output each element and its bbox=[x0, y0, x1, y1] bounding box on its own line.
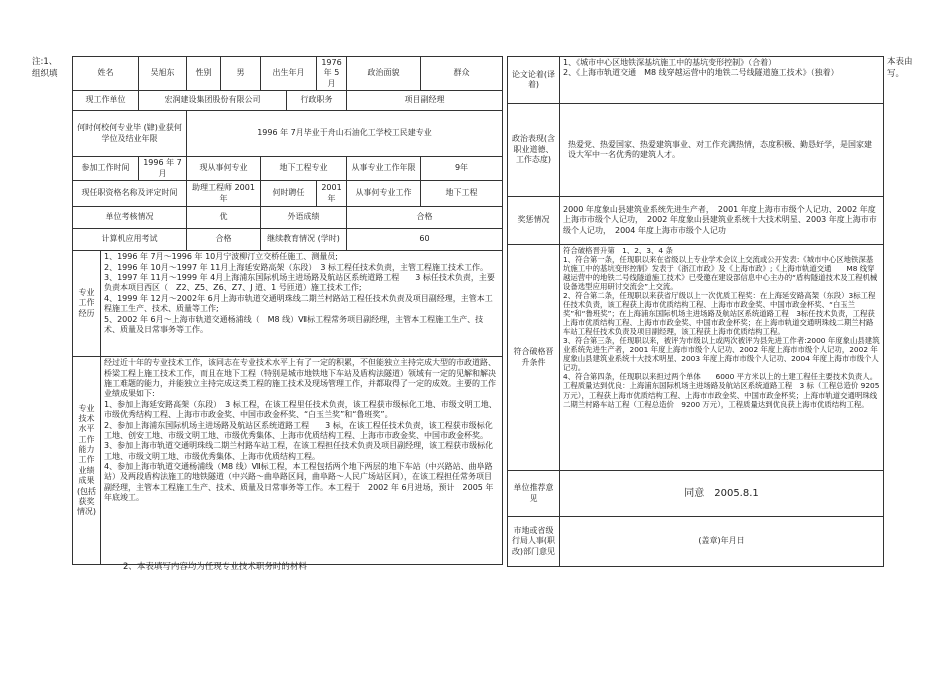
city-opinion-text: (盖章)年月日 bbox=[560, 517, 884, 567]
list-item: 3、参加上海市轨道交通明珠线二期兰村路车站工程，在该工程担任技术负责及项目副经理，该工程获市级标化工地、市级文明工地、市级优秀集体、上海市优质结构工程。 bbox=[104, 441, 494, 461]
unit-value: 宏润建设集团股份有限公司 bbox=[139, 91, 287, 111]
right-form-table bbox=[507, 56, 884, 567]
conditions-label: 符合破格晋升条件 bbox=[508, 245, 560, 471]
work-start-value: 1996 年 7月 bbox=[139, 157, 187, 181]
list-item: 5、2002 年 6月～上海市轨道交通杨浦线（ M8 线）Ⅶ标工程常务项目副经理，主管本工程施工生产、技术、质量及日常事务等工作。 bbox=[104, 314, 484, 334]
politics-value: 群众 bbox=[421, 57, 503, 91]
hire-major-label: 从事何专业工作 bbox=[347, 181, 421, 207]
left-side-note: 注:1、组织填 bbox=[32, 57, 58, 79]
city-opinion-label: 市地或省级行局人事(职改)部门意见 bbox=[508, 517, 560, 567]
major-label: 现从事何专业 bbox=[187, 157, 261, 181]
awards-text: 2000 年度象山县建筑业系统先进生产者， 2001 年度上海市市级个人记功、2002 年度上海市市级个人记功， 2002 年度象山县建筑业系统十大技术明星、2003 年度上海市市级个人记功， 2004 年度上海市市级个人记功 bbox=[560, 197, 884, 245]
conditions-list bbox=[560, 245, 884, 471]
lang-value: 合格 bbox=[347, 207, 503, 229]
experience-label: 专业工作经历 bbox=[73, 251, 101, 357]
list-item: 3、符合第三条，任现职以来，被评为市级以上或两次被评为县先进工作者:2000 年度象山县建筑业系统先进生产者，2001 年度上海市市级个人记功、2002 年度上海市市级个人记功，2002 年度象山县建筑业系统十大技术明星、2003 年度上海市市级个人记功、2004 年度上海市市级个人记功。 bbox=[563, 336, 880, 373]
list-item: 4、参加上海市轨道交通杨浦线（M8 线）Ⅶ标工程，本工程包括两个地下两层的地下车站（中兴路站、曲阜路站）及两段盾构法施工的地铁隧道（中兴路～曲阜路区间，曲阜路～人民广场站区间），在该工程担任常务项目副经理，主管本工程施工生产、技术、质量及日常事务等工作。本工程于 2002 年 6月进场，预计 2005 年年底竣工。 bbox=[104, 462, 494, 503]
list-item: 3、1997 年 11月～1999 年 4月上海浦东国际机场主进场路及航站区系统道路工程 3 标任技术负责，主要负责本项目西区（ Z2、Z5、Z6、Z7、J 道、1 号匝道）施工技术工作; bbox=[104, 272, 495, 293]
hire-label: 何时聘任 bbox=[261, 181, 317, 207]
lang-label: 外语成绩 bbox=[261, 207, 347, 229]
political-label: 政治表现(含职业道德、工作态度) bbox=[508, 104, 560, 197]
list-item: 2、参加上海浦东国际机场主进场路及航站区系统道路工程 3 标，在该工程任技术负责，该工程获市级标化工地、创安工地、市级文明工地、市级优秀集体、上海市优质结构工程、上海市市政金奖、中国市政金杯奖。 bbox=[104, 420, 493, 440]
list-item: 1、符合第一条，任现职以来在省级以上专业学术会议上交流或公开发表:《城市中心区地铁深基坑施工中的基坑变形控制》发表于《浙江市政》及《上海市政》;《上海市轨道交通 M8 线穿越运营中的地铁二号线隧道施工技术》已受邀在建设部信息中心主办的“盾构隧道技术及工程机械设备选型应用研讨交流会”上交流。 bbox=[563, 255, 878, 292]
conditions-header: 符合破格晋升第 1、2、3、4 条 bbox=[563, 246, 673, 255]
years-value: 9年 bbox=[421, 157, 503, 181]
title-label: 现任职资格名称及评定时间 bbox=[73, 181, 187, 207]
hire-major-value: 地下工程 bbox=[421, 181, 503, 207]
name-value: 吴旭东 bbox=[139, 57, 187, 91]
ability-list bbox=[101, 357, 503, 565]
list-item: 1、参加上海延安路高架（东段） 3 标工程，在该工程里任技术负责，该工程获市级标化工地、市级文明工地、市级优秀结构工程、上海市市政金奖、中国市政金杯奖、“白玉兰奖”和“鲁班奖”。 bbox=[104, 399, 497, 420]
papers-label: 论文论着(译着) bbox=[508, 57, 560, 104]
experience-list bbox=[101, 251, 503, 357]
comp-value: 合格 bbox=[187, 229, 261, 251]
gender-value: 男 bbox=[221, 57, 261, 91]
admin-label: 行政职务 bbox=[287, 91, 347, 111]
political-text: 热爱党、热爱国家、热爱建筑事业、对工作充满热情，态度积极、勤恳好学，是国家建设大军中一名优秀的建筑人才。 bbox=[560, 104, 884, 197]
work-start-label: 参加工作时间 bbox=[73, 157, 139, 181]
exam-label: 单位考核情况 bbox=[73, 207, 187, 229]
bottom-note: 2、本表填写内容均为任现专业技术职务时的材料 bbox=[123, 562, 307, 572]
papers-list bbox=[560, 57, 884, 104]
right-side-note: 本表由写。 bbox=[887, 57, 913, 79]
list-item: 4、1999 年 12月～2002年 6月上海市轨道交通明珠线二期兰村路站工程任技术负责及项目副经理，主管本工程施工生产、技术、质量等工作; bbox=[104, 293, 493, 314]
school-label: 何时何校何专业毕 (肄)业获何学位及结业年限 bbox=[73, 111, 187, 157]
ability-label: 专业技术水平工作能力工作业绩成果(包括获奖情况) bbox=[73, 357, 101, 565]
list-item: 1、1996 年 7月～1996 年 10月宁波柳汀立交桥任施工、测量员; bbox=[104, 252, 338, 262]
hire-value: 2001 年 bbox=[317, 181, 347, 207]
left-form-table bbox=[72, 56, 503, 565]
awards-label: 奖惩情况 bbox=[508, 197, 560, 245]
exam-value: 优 bbox=[187, 207, 261, 229]
comp-label: 计算机应用考试 bbox=[73, 229, 187, 251]
list-item: 2、1996 年 10月～1997 年 11月上海延安路高架（东段） 3 标工程任技术负责，主管工程施工技术工作。 bbox=[104, 262, 488, 272]
major-value: 地下工程专业 bbox=[261, 157, 347, 181]
politics-label: 政治面貌 bbox=[347, 57, 421, 91]
cont-value: 60 bbox=[347, 229, 503, 251]
ability-intro: 经过近十年的专业技术工作，该同志在专业技术水平上有了一定的积累，不但能独立主持完成大型的市政道路、桥梁工程上施工技术工作，而且在地下工程（特别是城市地铁地下车站及盾构法隧道）领域有一定的见解和解决施工难题的能力，并能独立主持完成这类工程的施工技术及现场管理工作，并都取得了一定的成效。主要的工作业绩成果如下: bbox=[104, 358, 496, 399]
name-label: 姓名 bbox=[73, 57, 139, 91]
list-item: 1、《城市中心区地铁深基坑施工中的基坑变形控制》（合着） bbox=[563, 58, 777, 67]
birth-value: 1976年 5月 bbox=[317, 57, 347, 91]
birth-label: 出生年月 bbox=[261, 57, 317, 91]
school-value: 1996 年 7月毕业于舟山石油化工学校工民建专业 bbox=[187, 111, 503, 157]
cont-label: 继续教育情况 (学时) bbox=[261, 229, 347, 251]
list-item: 2、《上海市轨道交通 M8 线穿越运营中的地铁二号线隧道施工技术》（独着） bbox=[563, 68, 839, 78]
years-label: 从事专业工作年限 bbox=[347, 157, 421, 181]
unit-label: 现工作单位 bbox=[73, 91, 139, 111]
gender-label: 性别 bbox=[187, 57, 221, 91]
unit-opinion-text: 同意 2005.8.1 bbox=[560, 471, 884, 517]
list-item: 2、符合第二条，任现职以来获省厅级以上一次优质工程奖：在上海延安路高架（东段）3标工程任技术负责，该工程获上海市优质结构工程、上海市市政金奖、中国市政金杯奖、“白玉兰奖”和“鲁班奖”；在上海浦东国际机场主进场路及航站区系统道路工程 3标任技术负责，工程获上海市优质结构工程、上海市市政金奖、中国市政金杯奖；在上海市轨道交通明珠线二期兰村路车站工程任技术负责及项目副经理，该工程获上海市优质结构工程。 bbox=[563, 291, 876, 337]
list-item: 4、符合第四条，任现职以来担过两个单体 6000 平方米以上的土建工程任主要技术负责人。工程质量达到优良：上海浦东国际机场主进场路及航站区系统道路工程 3 标（工程总造价 9205 万元），工程获上海市优质结构工程、上海市市政金奖、中国市政金杯奖；上海市轨道交通明珠线二期兰村路车站工程（工程总造价 9200 万元），工程质量达到优良获上海市优质结构工程。 bbox=[563, 372, 880, 409]
admin-value: 项目副经理 bbox=[347, 91, 503, 111]
unit-opinion-label: 单位推荐意见 bbox=[508, 471, 560, 517]
title-value: 助理工程师 2001年 bbox=[187, 181, 261, 207]
